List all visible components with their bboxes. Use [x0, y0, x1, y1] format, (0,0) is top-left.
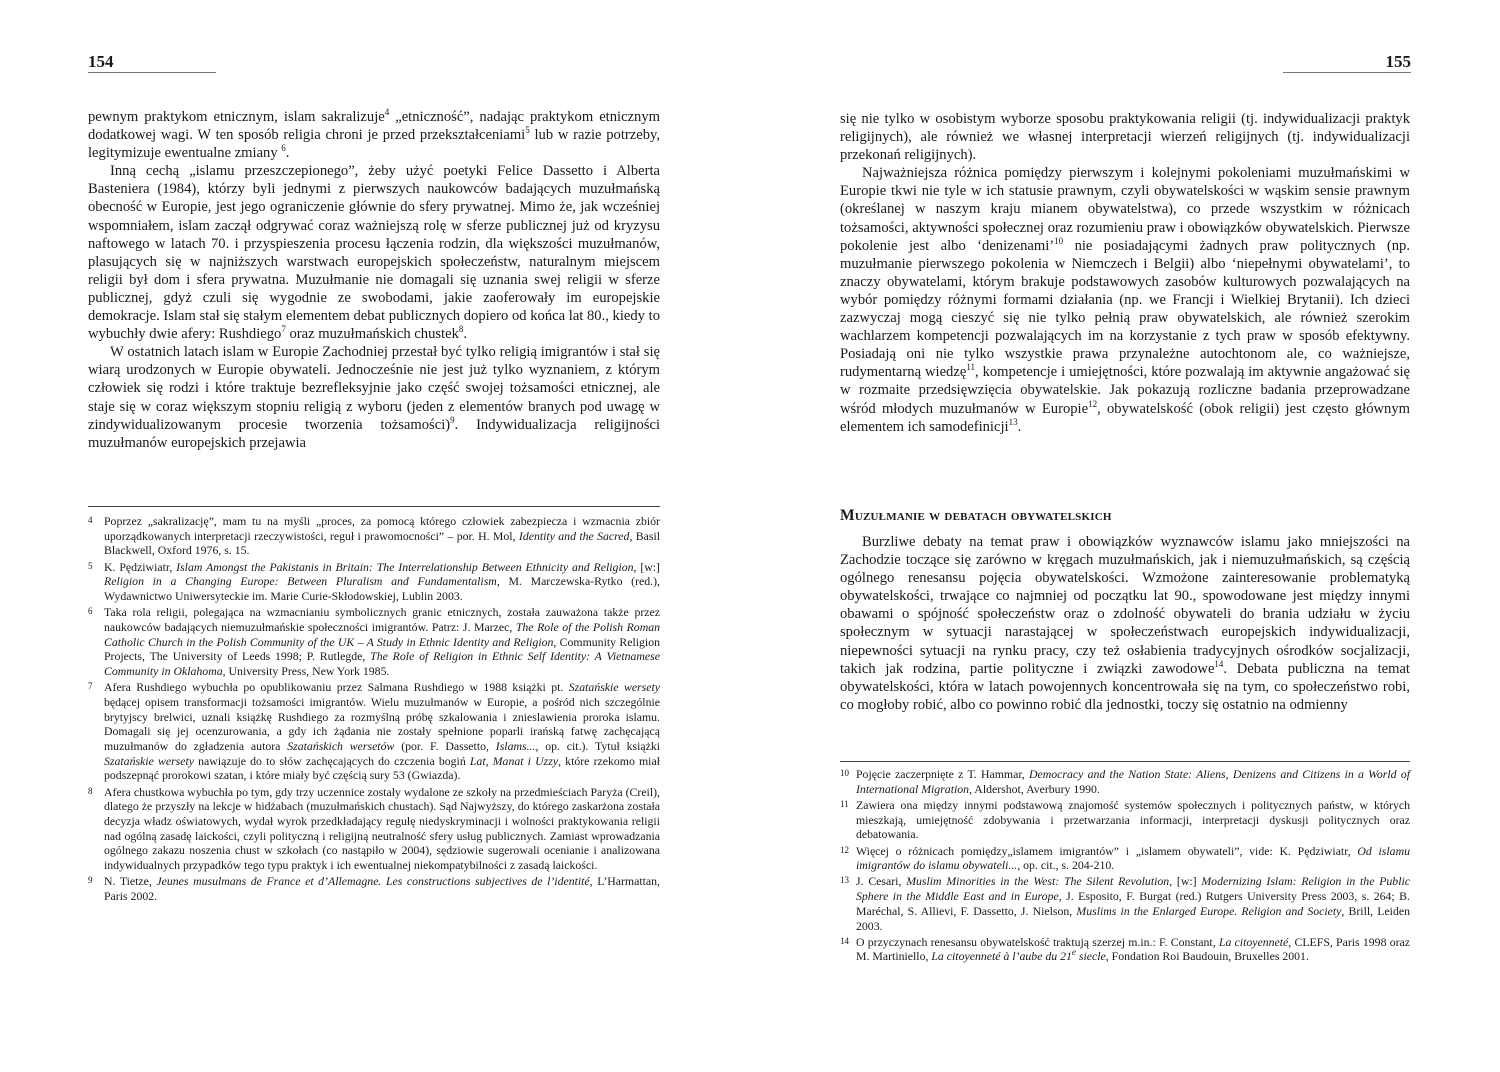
paragraph: Burzliwe debaty na temat praw i obowiązków wyznawców islamu jako mniejszości na Zachodzie toczące się zarówno w kręgach muzułmańskich, jak i niemuzułmańskich, są częścią ogólnego renesansu pojęcia obywatelskości. Wzmożone zainteresowanie problematyką obywatelskości, trwające co najmniej od początku lat 90., spowodowane jest między innymi obawami o spójność społeczeństw oraz o zdolność obywateli do brania udziału w życiu społecznym w sytuacji narastającej w społeczeństwach europejskich indywidualizacji, niepewności sytuacji na rynku pracy, czy też osłabienia tradycyjnych ośrodków socjalizacji, takich jak rodzina, partie polityczne i związki zawodowe$^{14}$. Debata publiczna na temat obywatelskości, która w latach powojennych koncentrowała się na tym, co społeczeństwo robi, co mogłoby robić, albo co powinno robić dla jednostki, toczy się ostatnio na odmienny — [840, 534, 1410, 713]
page-number: 154 — [88, 52, 114, 71]
page-number: 155 — [1385, 52, 1411, 71]
main-text — [88, 108, 660, 452]
paragraph: się nie tylko w osobistym wyborze sposobu praktykowania religii (tj. indywidualizacji praktyk religijnych), ale również we własnej interpretacji wierzeń religijnych (tj. indywidualizacji przekonań religijnych). — [840, 111, 1410, 164]
footnote — [840, 874, 1410, 933]
footnote-text: O przyczynach renesansu obywatelskość traktują szerzej m.in.: F. Constant, La citoyenneté, CLEFS, Paris 1998 oraz M. Martiniello, La citoyenneté à l’aube du 21e siecle, Fondation Roi Baudouin, Bruxelles 2001. — [856, 934, 1410, 964]
section-heading: Muzułmanie w debatach obywatelskich — [840, 507, 1112, 524]
footnote — [88, 514, 660, 558]
footnote-number: 11 — [840, 798, 849, 809]
footnote-number: 14 — [840, 935, 849, 946]
right-page — [750, 0, 1500, 1072]
footnote-number: 4 — [88, 515, 93, 525]
footnote — [840, 844, 1410, 873]
footnote-text: Pojęcie zaczerpnięte z T. Hammar, Democracy and the Nation State: Aliens, Denizens and Citizens in a World of International Migration, Aldershot, Averbury 1990. — [856, 767, 1410, 796]
footnote-number: 12 — [840, 844, 849, 855]
footnote — [88, 680, 660, 783]
footnote-text: J. Cesari, Muslim Minorities in the West: The Silent Revolution, [w:] Modernizing Islam: Religion in the Public Sphere in the Middle East and in Europe, J. Esposito, F. Burgat (red.) Rutgers University Press 2003, s. 264; B. Maréchal, S. Allievi, F. Dassetto, J. Nielson, Muslims in the Enlarged Europe. Religion and Society, Brill, Leiden 2003. — [856, 874, 1410, 933]
footnote-number: 13 — [840, 875, 849, 886]
footnote-number: 9 — [88, 875, 93, 886]
footnote — [840, 767, 1410, 796]
main-text — [840, 110, 1410, 436]
footnote-text: Zawiera ona między innymi podstawową znajomość systemów społecznych i politycznych państw, w których mieszkają, umiejętność zdobywania i przetwarzania informacji, interpretacji dyskusji politycznych oraz debatowania. — [856, 797, 1410, 842]
footnote-number: 5 — [88, 560, 93, 571]
footnote-text: N. Tietze, Jeunes musulmans de France et d’Allemagne. Les constructions subjectives de l’identité, L’Harmattan, Paris 2002. — [104, 874, 660, 904]
footnote-text: K. Pędziwiatr, Islam Amongst the Pakistanis in Britain: The Interrelationship Between Ethnicity and Religion, [w:] Religion in a Changing Europe: Between Pluralism and Fundamentalism, M. Marczewska-Rytko (red.), Wydawnictwo Uniwersyteckie im. Marie Curie-Skłodowskiej, Lublin 2003. — [104, 559, 660, 604]
footnote — [88, 785, 660, 873]
footnote-number: 8 — [88, 785, 93, 796]
header-rule — [88, 72, 216, 73]
footnote-rule — [88, 506, 660, 507]
footnote-rule — [840, 761, 1410, 762]
footnote — [88, 874, 660, 903]
footnote-number: 7 — [88, 681, 93, 692]
footnote-text: Taka rola religii, polegająca na wzmacnianiu symbolicznych granic etnicznych, została zauważona także przez naukowców badających niemuzułmańskie społeczności imigrantów. Patrz: J. Marzec, The Role of the Polish Roman Catholic Church in the Polish Community of the UK – A Study in Ethnic Identity and Religion, Community Religion Projects, The University of Leeds 1998; P. Rutlegde, The Role of Religion in Ethnic Self Identity: A Vietnamese Community in Oklahoma, University Press, New York 1985. — [104, 605, 661, 679]
footnote — [88, 605, 660, 679]
footnote-number: 10 — [840, 768, 849, 778]
footnote-text: Poprzez „sakralizację”, mam tu na myśli „proces, za pomocą którego człowiek zabezpiecza i wzmacnia zbiór uporządkowanych interpretacji rzeczywistości, reguł i prawomocności” – por. H. Mol, Identity and the Sacred, Basil Blackwell, Oxford 1976, s. 15. — [104, 514, 660, 558]
footnotes — [840, 767, 1410, 966]
footnote-text: Afera Rushdiego wybuchła po opublikowaniu przez Salmana Rushdiego w 1988 książki pt. Szatańskie wersety będącej opisem transformacji tożsamości imigrantów. Wielu muzułmanów w Europie, a pośród nich szczególnie brytyjscy brelwici, uznali książkę Rushdiego za rozmyślną próbę szkalowania i znieslawienia proroka islamu. Domagali się jej ocenzurowania, a gdy ich żądania nie zostały spełnione poparli irańską fatwę zachęcającą muzułmanów do zgładzenia autora Szatańskich wersetów (por. F. Dassetto, Islams..., op. cit.). Tytuł książki Szatańskie wersety nawiązuje do to słów zachęcających do czczenia bogiń Lat, Manat i Uzzy, które rzekomo miał podszepnąć prorokowi szatan, i które miały być częścią sury 53 (Gwiazda). — [104, 680, 661, 783]
footnote — [840, 935, 1410, 964]
footnote — [88, 560, 660, 604]
footnotes — [88, 514, 660, 905]
header-rule — [1283, 72, 1411, 73]
paragraph: Najważniejsza różnica pomiędzy pierwszym i kolejnymi pokoleniami muzułmańskimi w Europie tkwi nie tyle w ich statusie prawnym, czyli obywatelskości w wąskim sensie prawnym (określanej w naszym kraju mianem obywatelstwa), co przede wszystkim w różnicach tożsamości, aktywności społecznej oraz rozumieniu praw i obowiązków obywatelskich. Pierwsze pokolenie jest albo ‘denizenami’$^{10}$ nie posiadającymi żadnych praw politycznych (np. muzułmanie pierwszego pokolenia w Niemczech i Belgii) albo ‘niepełnymi obywatelami’, to znaczy obywatelami, którym brakuje podstawowych zasobów kulturowych pozwalających na wybór pomiędzy różnymi formami działania (np. we Francji i Wielkiej Brytanii). Ich dzieci zazwyczaj mogą cieszyć się nie tylko pełnią praw obywatelskich, ale również szerokim wachlarzem kompetencji pozwalających im na korzystanie z tych praw w sposób efektywny. Posiadają oni nie tylko wszystkie prawa przynależne autochtonom ale, co ważniejsze, rudymentarną wiedzę$^{11}$, kompetencje i umiejętności, które pozwalają im aktywnie angażować się w rozmaite przedsięwzięcia obywatelskie. Jak pokazują rozliczne badania przeprowadzane wśród młodych muzułmanów w Europie$^{12}$, obywatelskość (obok religii) jest często głównym elementem ich samodefinicji$^{13}$. — [840, 165, 1410, 435]
paragraph: Inną cechą „islamu przeszczepionego”, żeby użyć poetyki Felice Dassetto i Alberta Basteniera (1984), którzy byli jednymi z pierwszych naukowców badających muzułmańską obecność w Europie, jest jego ograniczenie głównie do sfery prywatnej. Mimo że, jak wcześniej wspomniałem, islam zaczął odgrywać coraz ważniejszą rolę w sferze publicznej już od kryzysu naftowego w latach 70. i przyspieszenia procesu łączenia rodzin, dla większości muzułmanów, plasujących się w najniższych warstwach europejskich społeczeństw, naturalnym miejscem religii był dom i sfera prywatna. Muzułmanie nie domagali się uznania swej religii w sferze publicznej, gdyż czuli się wygodnie ze swobodami, jakie zaoferowały im europejskie demokracje. Islam stał się stałym elementem debat publicznych dopiero od końca lat 80., kiedy to wybuchły dwie afery: Rushdiego$^7$ oraz muzułmańskich chustek$^8$. — [88, 163, 660, 343]
paragraph: pewnym praktykom etnicznym, islam sakralizuje$^4$ „etniczność”, nadając praktykom etnicznym dodatkowej wagi. W ten sposób religia chroni je przed przekształceniami$^5$ lub w razie potrzeby, legitymizuje ewentualne zmiany $^6$. — [88, 107, 660, 162]
footnote-text: Afera chustkowa wybuchła po tym, gdy trzy uczennice zostały wydalone ze szkoły na przedmieściach Paryża (Creil), dlatego że przyszły na lekcje w hidżabach (muzułmańskich chustach). Sąd Najwyższy, do którego zaskarżona została decyzja władz oświatowych, wydał wyrok przedkładający regułę niedyskryminacji i wolności praktykowania religii nad ogólną zasadę laickości, czyli polityczną i religijną neutralność sfery usług publicznych. Zamiast wprowadzania ogólnego zakazu noszenia chust w szkołach (co nastąpiło w 2004), sędziowie sugerowali ocenianie i analizowana indywidualnych przypadków tego typu praktyk i ich ewentualnej niekompatybilności z zasadą laickości. — [104, 784, 660, 873]
paragraph: W ostatnich latach islam w Europie Zachodniej przestał być tylko religią imigrantów i stał się wiarą urodzonych w Europie obywateli. Jednocześnie nie jest już tylko wyznaniem, z którym człowiek się rodzi i które traktuje bezrefleksyjnie jako część swojej tożsamości etnicznej, ale staje się w coraz większym stopniu religią z wyboru (jeden z elementów branych pod uwagę w zindywidualizowanym procesie tworzenia tożsamości)$^9$. Indywidualizacja religijności muzułmanów europejskich przejawia — [88, 344, 660, 451]
footnote-text: Więcej o różnicach pomiędzy„islamem imigrantów” i „islamem obywateli”, vide: K. Pędziwiatr, Od islamu imigrantów do islamu obywateli..., op. cit., s. 204-210. — [856, 843, 1410, 873]
footnote — [840, 798, 1410, 842]
section-text — [840, 533, 1410, 714]
footnote-number: 6 — [88, 606, 93, 617]
